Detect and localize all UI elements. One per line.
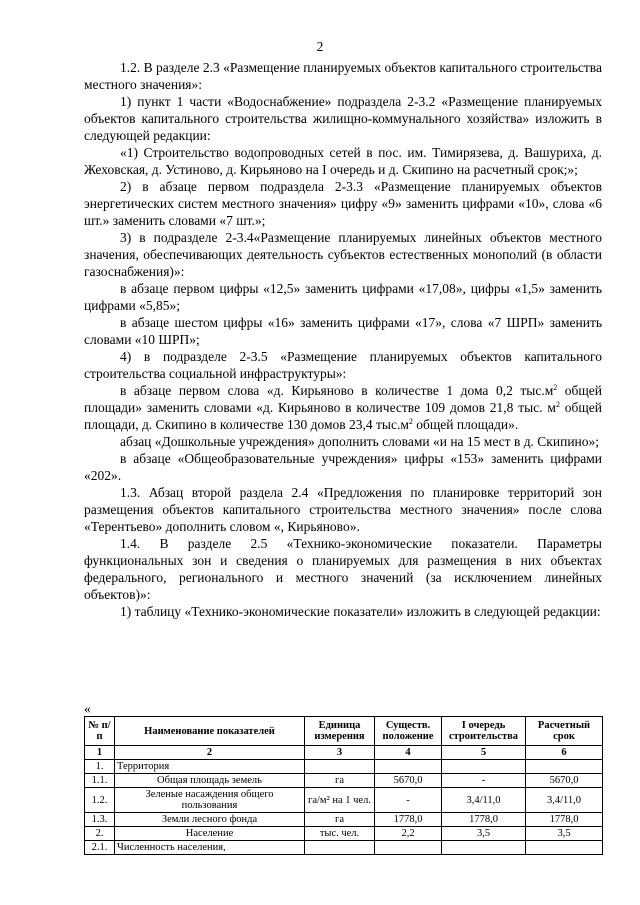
paragraph: 1.3. Абзац второй раздела 2.4 «Предложения по планировке территорий зон размещения объектов капитального строительства местного значения» после слова «Терентьево» дополнить словом «, Кирьяново». xyxy=(84,485,602,534)
row-first-stage xyxy=(442,760,526,774)
paragraph: 3) в подразделе 2-3.4«Размещение планируемых линейных объектов местного значения, обеспечивающих деятельность субъектов естественных монополий (в области газоснабжения)»: xyxy=(84,230,602,279)
paragraph: абзац «Дошкольные учреждения» дополнить словами «и на 15 мест в д. Скипино»; xyxy=(120,434,600,449)
row-name: Население xyxy=(115,827,305,841)
row-final: 3,4/11,0 xyxy=(526,788,603,813)
row-first-stage: 1778,0 xyxy=(442,813,526,827)
table-row xyxy=(85,774,603,788)
table-row xyxy=(85,760,603,774)
row-unit: тыс. чел. xyxy=(305,827,375,841)
row-unit: га xyxy=(305,774,375,788)
header-cell: № п/п xyxy=(85,717,115,746)
row-existing: - xyxy=(375,788,442,813)
column-number: 6 xyxy=(526,746,603,760)
area-text-3: общей площади, д. Скипино в количестве 130 домов 23,4 тыс.м xyxy=(84,400,603,432)
paragraph: в абзаце шестом цифры «16» заменить цифрами «17», слова «7 ШРП» заменить словами «10 ШРП»; xyxy=(84,315,602,347)
indicators-table xyxy=(84,716,603,855)
row-name: Общая площадь земель xyxy=(115,774,305,788)
column-number: 4 xyxy=(375,746,442,760)
row-unit: га xyxy=(305,813,375,827)
paragraph: в абзаце первом цифры «12,5» заменить цифрами «17,08», цифры «1,5» заменить цифрами «5,85»; xyxy=(84,281,602,313)
row-unit xyxy=(305,760,375,774)
row-number: 1.1. xyxy=(85,774,115,788)
row-number: 2.1. xyxy=(85,841,115,855)
row-name: Территория xyxy=(115,760,305,774)
paragraph: 1) таблицу «Технико-экономические показатели» изложить в следующей редакции: xyxy=(120,604,601,619)
row-first-stage: 3,5 xyxy=(442,827,526,841)
row-first-stage: 3,4/11,0 xyxy=(442,788,526,813)
paragraph: 1.4. В разделе 2.5 «Технико-экономические показатели. Параметры функциональных зон и сведения о планируемых для размещения в них объектах федерального, регионального и местного значений (за исключением линейных объектов)»: xyxy=(84,536,602,602)
row-number: 1.3. xyxy=(85,813,115,827)
header-cell: Единица измерения xyxy=(305,717,375,746)
area-text-4: общей площади». xyxy=(412,417,519,432)
row-existing xyxy=(375,760,442,774)
paragraph: в абзаце «Общеобразовательные учреждения» цифры «153» заменить цифрами «202». xyxy=(84,451,602,483)
table-row xyxy=(85,813,603,827)
paragraph: 1) пункт 1 части «Водоснабжение» подраздела 2-3.2 «Размещение планируемых объектов капитального строительства жилищно-коммунального хозяйства» изложить в следующей редакции: xyxy=(84,94,602,143)
area-text-2: общей площади» заменить словами «д. Кирьяново в количестве 109 домов 21,8 тыс. м xyxy=(84,383,602,415)
row-unit: га/м² на 1 чел. xyxy=(305,788,375,813)
row-name: Численность населения, xyxy=(115,841,305,855)
column-number: 2 xyxy=(115,746,305,760)
row-number: 2. xyxy=(85,827,115,841)
document-body xyxy=(84,59,602,620)
table-row xyxy=(85,827,603,841)
row-final: 1778,0 xyxy=(526,813,603,827)
row-number: 1.2. xyxy=(85,788,115,813)
column-number-row xyxy=(85,746,603,760)
row-existing: 2,2 xyxy=(375,827,442,841)
superscript: 2 xyxy=(555,400,560,409)
row-existing xyxy=(375,841,442,855)
row-final xyxy=(526,760,603,774)
row-first-stage xyxy=(442,841,526,855)
opening-quote: « xyxy=(84,701,91,716)
table-row xyxy=(85,841,603,855)
row-existing: 5670,0 xyxy=(375,774,442,788)
paragraph: 2) в абзаце первом подраздела 2-3.3 «Размещение планируемых объектов энергетических систем местного значения» цифру «9» заменить цифрами «10», слова «6 шт.» заменить словами «7 шт.»; xyxy=(84,179,602,228)
row-unit xyxy=(305,841,375,855)
row-final xyxy=(526,841,603,855)
row-existing: 1778,0 xyxy=(375,813,442,827)
column-number: 1 xyxy=(85,746,115,760)
page-number: 2 xyxy=(316,39,324,54)
table-row xyxy=(85,788,603,813)
row-name: Земли лесного фонда xyxy=(115,813,305,827)
paragraph: 4) в подразделе 2-3.5 «Размещение планируемых объектов капитального строительства социальной инфраструктуры»: xyxy=(84,349,602,381)
row-final: 5670,0 xyxy=(526,774,603,788)
superscript: 2 xyxy=(408,417,413,426)
row-name: Зеленые насаждения общего пользования xyxy=(115,788,305,813)
area-text-1: в абзаце первом слова «д. Кирьяново в количестве 1 дома 0,2 тыс.м xyxy=(120,383,554,398)
row-final: 3,5 xyxy=(526,827,603,841)
header-cell: I очередь строительства xyxy=(442,717,526,746)
column-number: 5 xyxy=(442,746,526,760)
superscript: 2 xyxy=(553,383,558,392)
header-cell: Существ. положение xyxy=(375,717,442,746)
table-header-row xyxy=(85,717,603,746)
row-number: 1. xyxy=(85,760,115,774)
paragraph: 1.2. В разделе 2.3 «Размещение планируемых объектов капитального строительства местного значения»: xyxy=(84,60,602,92)
header-cell: Расчетный срок xyxy=(526,717,603,746)
column-number: 3 xyxy=(305,746,375,760)
header-cell: Наименование показателей xyxy=(115,717,305,746)
row-first-stage: - xyxy=(442,774,526,788)
paragraph-area-change xyxy=(84,382,602,433)
paragraph: «1) Строительство водопроводных сетей в пос. им. Тимирязева, д. Вашуриха, д. Жеховская, д. Устиново, д. Кирьяново на I очередь и д. Скипино на расчетный срок;»; xyxy=(84,145,602,177)
